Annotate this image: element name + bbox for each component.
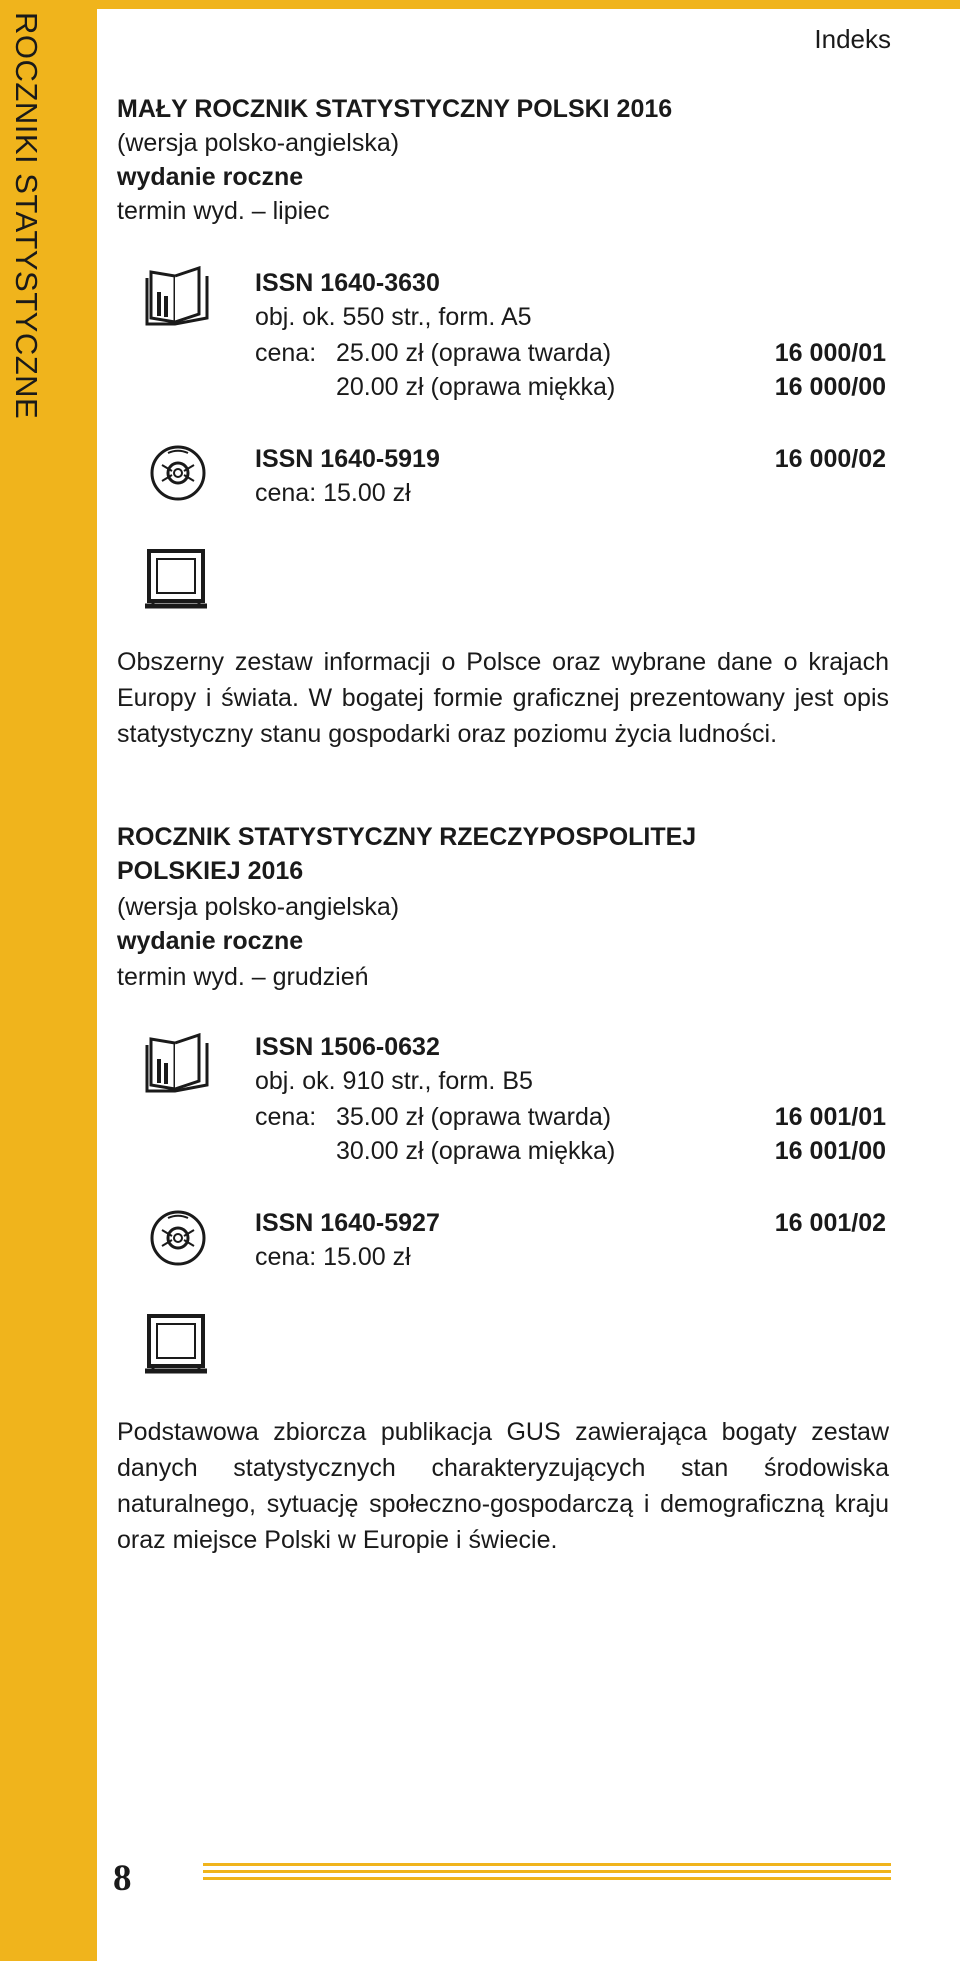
pub1-cd-price: cena: 15.00 zł	[255, 479, 411, 507]
monitor-icon	[143, 548, 209, 614]
top-band	[97, 0, 960, 9]
page-number: 8	[113, 1858, 132, 1899]
book-icon	[145, 266, 209, 326]
pub2-price-label: cena:	[255, 1103, 317, 1131]
pub2-cd-code: 16 001/02	[774, 1209, 886, 1237]
pub2-code-hard: 16 001/01	[774, 1103, 886, 1131]
sidebar-band	[0, 0, 97, 1961]
cd-icon	[148, 443, 208, 503]
pub2-cd-issn: ISSN 1640-5927	[255, 1209, 440, 1237]
pub1-cd-issn: ISSN 1640-5919	[255, 445, 440, 473]
footer-rule	[203, 1877, 891, 1880]
monitor-icon	[143, 1313, 209, 1379]
pub1-price-hard: 25.00 zł (oprawa twarda)	[336, 339, 612, 367]
pub2-description: Podstawowa zbiorcza publikacja GUS zawierająca bogaty zestaw danych statystycznych charakteryzujących stan środowiska naturalnego, sytuację społeczno-gospodarczą i demograficzną kraju oraz miejsce Polski w Europie i świecie.	[117, 1418, 889, 1554]
pub1-code-hard: 16 000/01	[774, 339, 886, 367]
pub1-issn: ISSN 1640-3630	[255, 269, 440, 297]
pub2-title-line1: ROCZNIK STATYSTYCZNY RZECZYPOSPOLITEJ	[117, 823, 697, 851]
pub2-date: termin wyd. – grudzień	[117, 963, 369, 991]
pub1-date: termin wyd. – lipiec	[117, 197, 330, 225]
pub2-version: (wersja polsko-angielska)	[117, 893, 400, 921]
pub1-pages: obj. ok. 550 str., form. A5	[255, 303, 532, 331]
pub1-title: MAŁY ROCZNIK STATYSTYCZNY POLSKI 2016	[117, 95, 673, 123]
pub1-cd-code: 16 000/02	[774, 445, 886, 473]
pub1-description: Obszerny zestaw informacji o Polsce oraz wybrane dane o krajach Europy i świata. W bogatej formie graficznej prezentowany jest opis statystyczny stanu gospodarki oraz poziomu życia ludności.	[117, 648, 889, 748]
pub2-code-soft: 16 001/00	[774, 1137, 886, 1165]
pub2-edition: wydanie roczne	[117, 927, 304, 955]
pub2-title-line2: POLSKIEJ 2016	[117, 857, 304, 885]
pub2-issn: ISSN 1506-0632	[255, 1033, 440, 1061]
pub2-price-soft: 30.00 zł (oprawa miękka)	[336, 1137, 616, 1165]
cd-icon	[148, 1208, 208, 1268]
pub1-edition: wydanie roczne	[117, 163, 304, 191]
pub2-price-hard: 35.00 zł (oprawa twarda)	[336, 1103, 612, 1131]
pub1-price-label: cena:	[255, 339, 317, 367]
pub2-cd-price: cena: 15.00 zł	[255, 1243, 411, 1271]
sidebar-title: ROCZNIKI STATYSTYCZNE	[9, 12, 44, 420]
header-label: Indeks	[814, 24, 891, 54]
pub1-version: (wersja polsko-angielska)	[117, 129, 400, 157]
pub1-code-soft: 16 000/00	[774, 373, 886, 401]
pub2-pages: obj. ok. 910 str., form. B5	[255, 1067, 533, 1095]
pub1-price-soft: 20.00 zł (oprawa miękka)	[336, 373, 616, 401]
footer-rule	[203, 1870, 891, 1873]
book-icon	[145, 1033, 209, 1093]
footer-rule	[203, 1863, 891, 1866]
footer-rules	[203, 1863, 891, 1884]
